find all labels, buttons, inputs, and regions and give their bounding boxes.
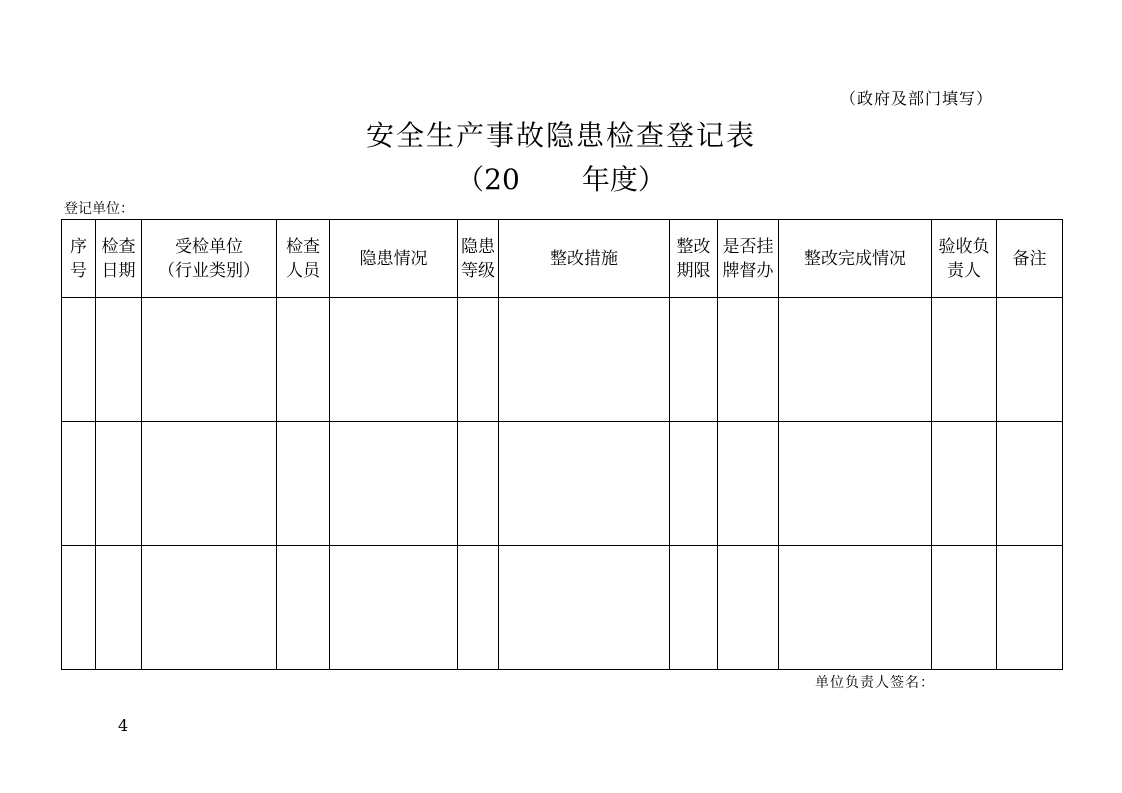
table-cell[interactable]: [330, 546, 458, 670]
table-cell[interactable]: [779, 546, 932, 670]
table-cell[interactable]: [458, 422, 499, 546]
table-cell[interactable]: [718, 298, 779, 422]
column-header: [62, 220, 96, 298]
column-header-line: 隐患情况: [359, 248, 428, 269]
table-cell[interactable]: [997, 298, 1063, 422]
table-cell[interactable]: [277, 422, 330, 546]
table-cell[interactable]: [499, 546, 670, 670]
column-header: [277, 220, 330, 298]
table-cell[interactable]: [932, 298, 997, 422]
table-cell[interactable]: [142, 298, 277, 422]
column-header-line: 牌督办: [722, 260, 774, 281]
column-header: [330, 220, 458, 298]
column-header-line: 检查: [101, 236, 136, 257]
table-cell[interactable]: [330, 422, 458, 546]
column-header: [997, 220, 1063, 298]
column-header: [779, 220, 932, 298]
column-header-line: 期限: [676, 260, 711, 281]
column-header-line: （行业类别）: [158, 260, 260, 281]
year-suffix: 年度）: [581, 163, 666, 196]
column-header-line: 是否挂: [722, 236, 774, 257]
column-header: [499, 220, 670, 298]
column-header-line: 备注: [1012, 248, 1047, 269]
column-header-line: 验收负: [938, 236, 990, 257]
column-header-line: 序: [70, 236, 87, 257]
table-cell[interactable]: [779, 298, 932, 422]
column-header-line: 整改完成情况: [804, 248, 906, 269]
hazard-register-table: [61, 219, 1063, 670]
table-row: [62, 546, 1063, 670]
table-cell[interactable]: [499, 298, 670, 422]
table-cell[interactable]: [142, 546, 277, 670]
table-cell[interactable]: [330, 298, 458, 422]
table-cell[interactable]: [277, 546, 330, 670]
column-header: [932, 220, 997, 298]
table-cell[interactable]: [932, 546, 997, 670]
column-header-line: 隐患: [461, 236, 495, 257]
table-cell[interactable]: [458, 546, 499, 670]
table-cell[interactable]: [670, 298, 718, 422]
column-header: [458, 220, 499, 298]
table-cell[interactable]: [277, 298, 330, 422]
column-header-line: 整改措施: [550, 248, 618, 269]
signature-label: 单位负责人签名：: [815, 675, 935, 691]
column-header-line: 受检单位: [175, 236, 243, 257]
table-cell[interactable]: [670, 546, 718, 670]
page-number: 4: [118, 716, 129, 735]
table-cell[interactable]: [718, 422, 779, 546]
column-header-line: 整改: [676, 236, 711, 257]
table-cell[interactable]: [62, 546, 96, 670]
table-cell[interactable]: [96, 546, 142, 670]
column-header-line: 号: [70, 260, 87, 281]
table-row: [62, 422, 1063, 546]
table-cell[interactable]: [499, 422, 670, 546]
table-row: [62, 298, 1063, 422]
table-cell[interactable]: [458, 298, 499, 422]
header-row: [62, 220, 1063, 298]
column-header: [670, 220, 718, 298]
table-cell[interactable]: [62, 298, 96, 422]
column-header-line: 日期: [101, 260, 136, 281]
page-title: 安全生产事故隐患检查登记表: [365, 119, 756, 152]
year-prefix: （20: [456, 163, 520, 196]
column-header-line: 人员: [286, 260, 320, 281]
column-header: [142, 220, 277, 298]
year-line: [0, 158, 1122, 198]
table-cell[interactable]: [932, 422, 997, 546]
table-cell[interactable]: [997, 422, 1063, 546]
table-cell[interactable]: [997, 546, 1063, 670]
table-cell[interactable]: [62, 422, 96, 546]
table-cell[interactable]: [96, 422, 142, 546]
table-cell[interactable]: [142, 422, 277, 546]
register-body: [62, 298, 1063, 670]
column-header-line: 检查: [286, 236, 320, 257]
table-cell[interactable]: [96, 298, 142, 422]
table-cell[interactable]: [779, 422, 932, 546]
fill-note: （政府及部门填写）: [840, 89, 994, 108]
column-header: [718, 220, 779, 298]
column-header-line: 等级: [461, 260, 495, 281]
table-cell[interactable]: [670, 422, 718, 546]
column-header: [96, 220, 142, 298]
column-header-line: 责人: [947, 260, 981, 281]
registration-unit-label: 登记单位：: [64, 201, 134, 217]
table-cell[interactable]: [718, 546, 779, 670]
